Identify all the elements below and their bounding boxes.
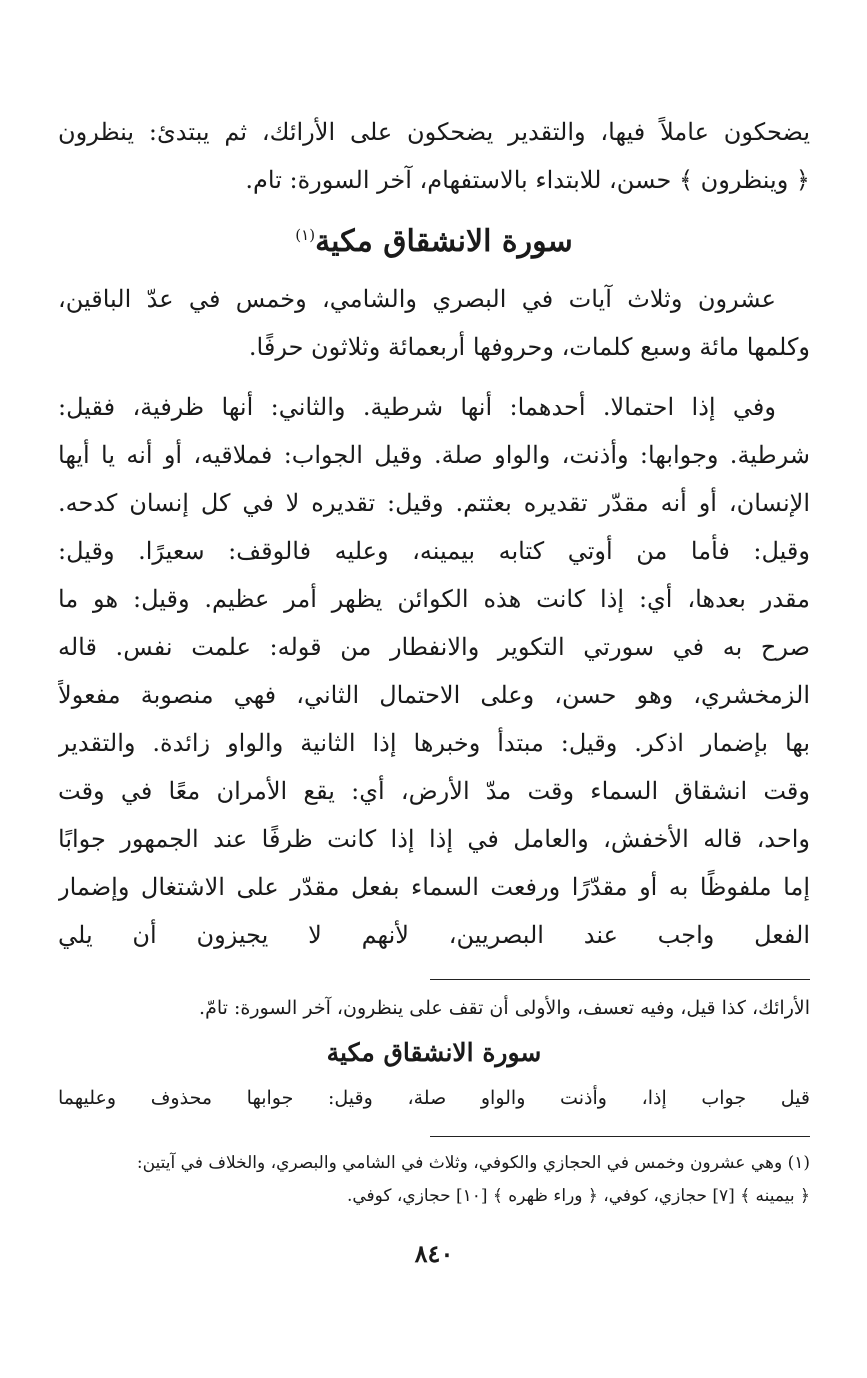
text-line: الزمخشري، وهو حسن، وعلى الاحتمال الثاني، فهي منصوبة مفعولاً — [58, 681, 810, 709]
text-line: وقت انشقاق السماء وقت مدّ الأرض، أي: يقع الأمران معًا في وقت — [58, 777, 810, 805]
page — [58, 108, 810, 1268]
text-line: وفي إذا احتمالا. أحدهما: أنها شرطية. والثاني: أنها ظرفية، فقيل: — [58, 393, 776, 421]
text-line: عشرون وثلاث آيات في البصري والشامي، وخمس في عدّ الباقين، — [58, 285, 776, 313]
text-line: الفعل واجب عند البصريين، لأنهم لا يجيزون أن يلي — [58, 921, 810, 949]
note-surah-title: سورة الانشقاق مكية — [326, 1038, 542, 1067]
footnote — [58, 1147, 810, 1213]
intro-paragraph — [58, 108, 810, 204]
text-line: وكلمها مائة وسبع كلمات، وحروفها أربعمائة وثلاثون حرفًا. — [248, 333, 810, 361]
lower-note-block — [58, 990, 810, 1116]
note-text-line: قيل جواب إذا، وأذنت والواو صلة، وقيل: جوابها محذوف وعليهما — [58, 1087, 810, 1109]
text-line: واحد، قاله الأخفش، والعامل في إذا إذا كانت ظرفًا عند الجمهور جوابًا — [58, 825, 810, 853]
note-text-line: الأرائك، كذا قيل، وفيه تعسف، والأولى أن تقف على ينظرون، آخر السورة: تامّ. — [199, 997, 810, 1019]
text-line: يضحكون عاملاً فيها، والتقدير يضحكون على الأرائك، ثم يبتدئ: ينظرون — [58, 118, 810, 146]
footnote-divider — [430, 1136, 810, 1137]
footnote-line: ﴿ بيمينه ﴾ [٧] حجازي، كوفي، ﴿ وراء ظهره ﴾ [١٠] حجازي، كوفي. — [346, 1186, 810, 1206]
text-line: الإنسان، أو أنه مقدّر تقديره بعثتم. وقيل: تقديره لا في كل إنسان كدحه. — [58, 489, 810, 517]
surah-title-text: سورة الانشقاق مكية — [315, 224, 573, 259]
text-line: إما ملفوظًا به أو مقدّرًا ورفعت السماء بفعل مقدّر على الاشتغال وإضمار — [58, 873, 810, 901]
verse-count-paragraph — [58, 275, 810, 371]
page-number: ٨٤٠ — [414, 1239, 454, 1268]
text-line: بها بإضمار اذكر. وقيل: مبتدأ وخبرها إذا الثانية والواو زائدة. والتقدير — [58, 729, 810, 757]
text-line: مقدر بعدها، أي: إذا كانت هذه الكوائن يظهر أمر عظيم. وقيل: هو ما — [58, 585, 810, 613]
text-line: ﴿ وينظرون ﴾ حسن، للابتداء بالاستفهام، آخر السورة: تام. — [245, 166, 810, 194]
footnote-reference: (١) — [295, 226, 316, 244]
section-divider — [430, 979, 810, 980]
footnote-line: (١) وهي عشرون وخمس في الحجازي والكوفي، وثلاث في الشامي والبصري، والخلاف في آيتين: — [136, 1153, 810, 1173]
surah-title — [58, 208, 810, 269]
commentary-paragraph — [58, 383, 810, 959]
text-line: صرح به في سورتي التكوير والانفطار من قوله: علمت نفس. قاله — [58, 633, 810, 661]
text-line: شرطية. وجوابها: وأذنت، والواو صلة. وقيل الجواب: فملاقيه، أو أنه يا أيها — [58, 441, 810, 469]
text-line: وقيل: فأما من أوتي كتابه بيمينه، وعليه فالوقف: سعيرًا. وقيل: — [58, 537, 810, 565]
